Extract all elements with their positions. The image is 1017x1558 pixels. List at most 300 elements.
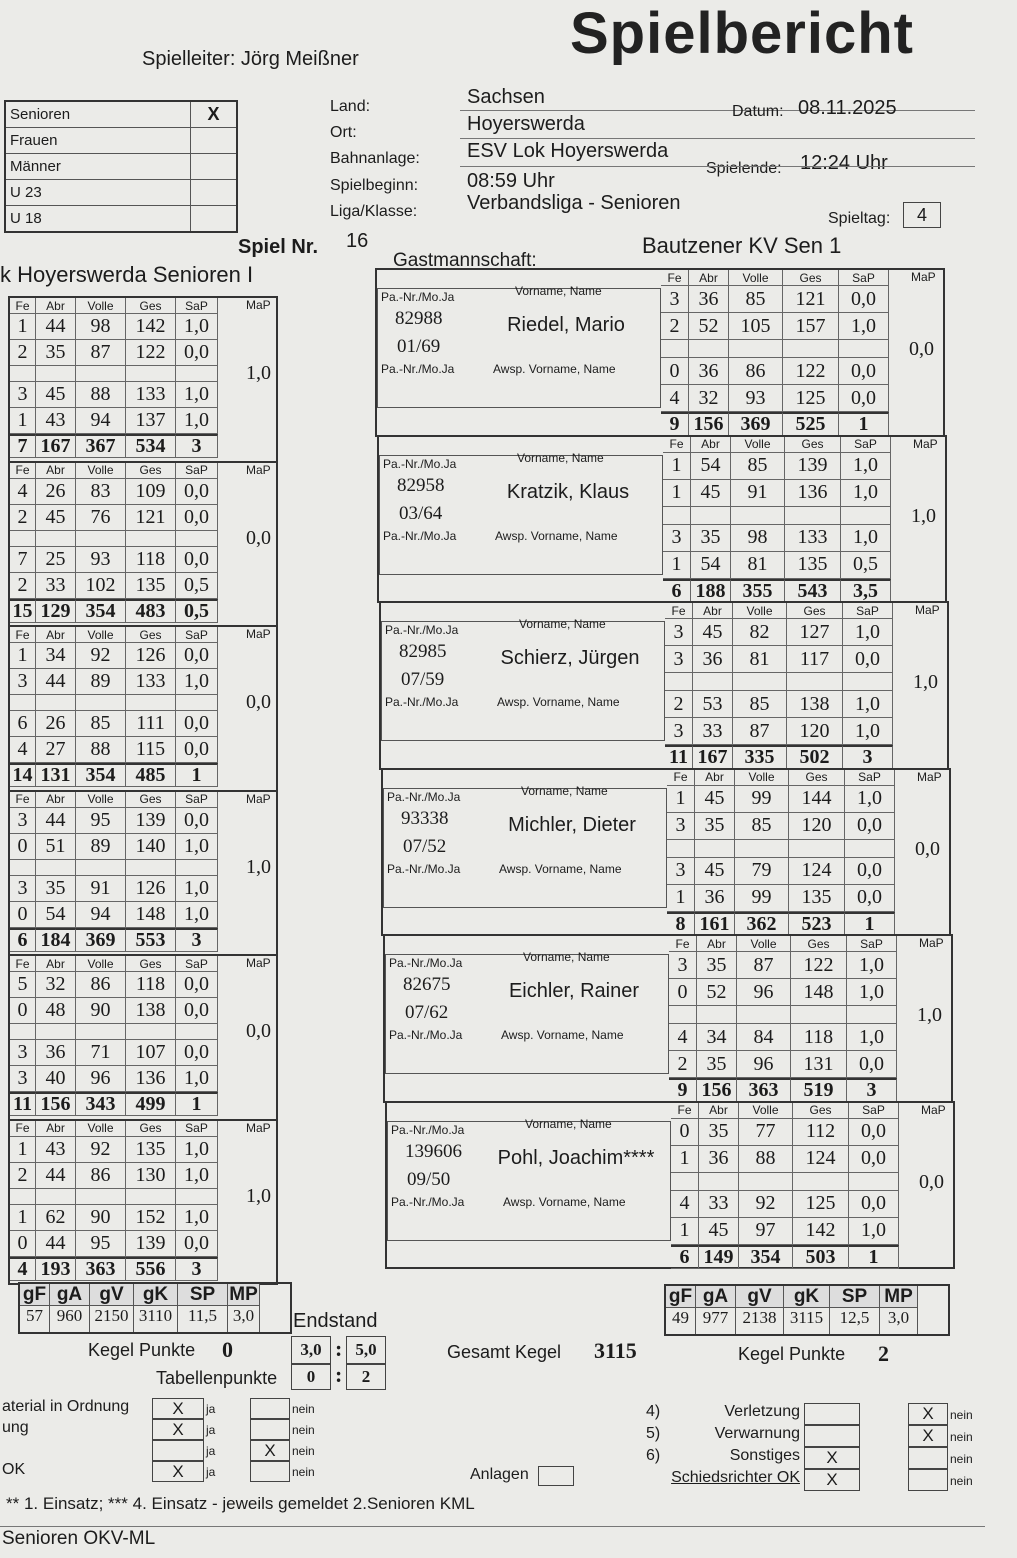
check-nein-box[interactable] <box>908 1469 948 1491</box>
column-header: Abr <box>689 270 729 286</box>
player-name: Michler, Dieter <box>508 813 636 836</box>
score-cell: 94 <box>76 902 126 928</box>
home-score-grid <box>10 627 218 787</box>
sum-cell: 519 <box>791 1078 847 1102</box>
nein-label: nein <box>950 1474 973 1488</box>
column-header: Volle <box>729 270 783 286</box>
guest-score-grid <box>661 270 889 436</box>
score-cell: 1,0 <box>176 834 218 860</box>
score-cell: 135 <box>126 1137 176 1163</box>
score-cell: 84 <box>737 1024 791 1051</box>
score-cell: 3 <box>665 646 693 673</box>
category-mark[interactable]: X <box>207 104 220 124</box>
sum-cell: 0,5 <box>176 599 218 623</box>
check-ja-box[interactable]: X <box>152 1419 204 1440</box>
sum-cell: 167 <box>693 745 733 769</box>
pa-label: Pa.-Nr./Mo.Ja <box>385 623 459 637</box>
category-mark[interactable] <box>191 154 236 179</box>
sum-cell: 3 <box>176 1257 218 1281</box>
score-cell: 139 <box>785 453 841 480</box>
totals-header: gF <box>20 1284 50 1306</box>
totals-header: gK <box>134 1284 178 1306</box>
score-cell: 3 <box>669 952 697 979</box>
score-cell: 48 <box>36 998 76 1024</box>
datum-label: Datum: <box>732 103 784 120</box>
score-cell: 45 <box>36 505 76 531</box>
score-cell: 34 <box>697 1024 737 1051</box>
score-cell: 0,0 <box>176 972 218 998</box>
guest-map-value: 0,0 <box>919 1170 944 1193</box>
bahn-value: ESV Lok Hoyerswerda <box>467 140 669 162</box>
footer-label: Senioren OKV-ML <box>2 1528 156 1549</box>
totals-header: gV <box>736 1286 784 1308</box>
score-cell: 1 <box>671 1218 699 1245</box>
guest-map-value: 0,0 <box>915 837 940 860</box>
score-cell: 1,0 <box>176 314 218 340</box>
score-cell: 45 <box>693 619 733 646</box>
score-cell: 91 <box>76 876 126 902</box>
map-header: MaP <box>917 769 942 784</box>
sum-cell: 534 <box>126 434 176 458</box>
empty-cell <box>126 1189 176 1205</box>
column-header: SaP <box>847 936 897 952</box>
score-cell: 1 <box>663 453 691 480</box>
check-nein-box[interactable]: X <box>908 1403 948 1425</box>
column-header: SaP <box>176 792 218 808</box>
check-nein-box[interactable] <box>250 1461 290 1482</box>
score-cell: 35 <box>36 876 76 902</box>
totals-value: 3,0 <box>228 1306 260 1332</box>
score-cell: 81 <box>731 552 785 579</box>
empty-cell <box>36 1189 76 1205</box>
end-home: 3,0 <box>291 1336 331 1364</box>
score-cell: 54 <box>691 552 731 579</box>
column-header: Abr <box>697 936 737 952</box>
score-cell: 136 <box>126 1066 176 1092</box>
pa-label: Pa.-Nr./Mo.Ja <box>381 290 455 304</box>
check-label: aterial in Ordnung <box>2 1398 130 1415</box>
check-nein-box[interactable]: X <box>908 1425 948 1447</box>
bahn-label: Bahnanlage: <box>330 150 420 167</box>
score-cell: 133 <box>126 669 176 695</box>
column-header: Ges <box>126 463 176 479</box>
totals-value: 57 <box>20 1306 50 1332</box>
score-cell: 93 <box>729 385 783 412</box>
empty-cell <box>126 366 176 382</box>
column-header: Fe <box>10 956 36 972</box>
score-cell: 1,0 <box>176 1137 218 1163</box>
empty-cell <box>76 695 126 711</box>
score-cell: 35 <box>36 340 76 366</box>
column-header: Volle <box>735 770 789 786</box>
guest-score-grid <box>663 437 891 603</box>
empty-cell <box>10 531 36 547</box>
score-cell: 36 <box>689 286 729 313</box>
score-cell: 2 <box>661 313 689 340</box>
anlagen-box[interactable] <box>538 1466 574 1486</box>
score-cell: 92 <box>76 1137 126 1163</box>
birth-month-year: 01/69 <box>397 336 441 357</box>
awsp-label: Awsp. Vorname, Name <box>497 695 620 709</box>
score-cell: 51 <box>36 834 76 860</box>
column-header: Fe <box>661 270 689 286</box>
home-score-grid <box>10 463 218 623</box>
check-nein-box[interactable] <box>250 1419 290 1440</box>
score-cell: 120 <box>787 718 843 745</box>
score-cell: 45 <box>695 858 735 885</box>
tab-home: 0 <box>291 1364 331 1390</box>
score-cell: 1 <box>663 480 691 507</box>
score-cell: 7 <box>10 547 36 573</box>
score-cell: 3 <box>665 718 693 745</box>
sum-cell: 354 <box>76 763 126 787</box>
guest-map-value: 1,0 <box>913 671 938 693</box>
sum-cell: 1 <box>176 763 218 787</box>
totals-value: 12,5 <box>830 1308 880 1334</box>
ja-label: ja <box>206 1465 216 1479</box>
category-mark[interactable] <box>191 180 236 205</box>
empty-cell <box>787 673 843 691</box>
awsp-label: Awsp. Vorname, Name <box>495 528 618 543</box>
pa-number: 93338 <box>401 807 449 829</box>
empty-cell <box>731 507 785 525</box>
category-row <box>6 154 236 180</box>
score-cell: 1 <box>10 314 36 340</box>
name-label: Vorname, Name <box>523 950 610 964</box>
score-cell: 0,0 <box>176 505 218 531</box>
empty-cell <box>126 860 176 876</box>
category-name: U 18 <box>6 206 191 231</box>
sum-cell: 367 <box>76 434 126 458</box>
sum-cell: 335 <box>733 745 787 769</box>
nein-label: nein <box>292 1402 315 1416</box>
column-header: Ges <box>126 627 176 643</box>
score-cell: 126 <box>126 876 176 902</box>
category-mark[interactable] <box>191 206 236 231</box>
column-header: Ges <box>787 603 843 619</box>
totals-header: MP <box>228 1284 260 1306</box>
check-nein-box[interactable]: X <box>250 1440 290 1461</box>
score-cell: 152 <box>126 1205 176 1231</box>
sum-cell: 7 <box>10 434 36 458</box>
map-header: MaP <box>911 270 936 284</box>
score-cell: 1,0 <box>845 786 895 813</box>
score-cell: 44 <box>36 1231 76 1257</box>
sum-cell: 354 <box>739 1245 793 1269</box>
column-header: Volle <box>76 956 126 972</box>
sum-cell: 131 <box>36 763 76 787</box>
sum-cell: 11 <box>665 745 693 769</box>
score-cell: 87 <box>733 718 787 745</box>
check-label: Verwarnung <box>714 1425 800 1442</box>
sum-cell: 523 <box>789 912 845 936</box>
score-cell: 89 <box>76 834 126 860</box>
score-cell: 92 <box>76 643 126 669</box>
column-header: Fe <box>665 603 693 619</box>
empty-cell <box>76 531 126 547</box>
empty-cell <box>843 673 893 691</box>
sum-cell: 3 <box>176 928 218 952</box>
score-cell: 26 <box>36 711 76 737</box>
score-cell: 130 <box>126 1163 176 1189</box>
empty-cell <box>791 1006 847 1024</box>
column-header: Fe <box>10 463 36 479</box>
sum-cell: 6 <box>671 1245 699 1269</box>
score-cell: 1,0 <box>841 480 891 507</box>
score-cell: 0,0 <box>176 1231 218 1257</box>
score-cell: 2 <box>669 1051 697 1078</box>
empty-cell <box>665 673 693 691</box>
liga-label: Liga/Klasse: <box>330 203 418 220</box>
score-cell: 0 <box>10 1231 36 1257</box>
home-map-value: 0,0 <box>246 526 271 549</box>
score-cell: 52 <box>689 313 729 340</box>
score-cell: 36 <box>699 1146 739 1173</box>
datum-value: 08.11.2025 <box>798 97 897 119</box>
score-cell: 98 <box>731 525 785 552</box>
score-cell: 148 <box>126 902 176 928</box>
score-cell: 127 <box>787 619 843 646</box>
sum-cell: 6 <box>10 928 36 952</box>
score-cell: 86 <box>729 358 783 385</box>
home-score-grid <box>10 298 218 458</box>
sum-cell: 499 <box>126 1092 176 1116</box>
ort-value: Hoyerswerda <box>467 113 585 135</box>
gesamt-value: 3115 <box>594 1338 637 1363</box>
category-mark[interactable] <box>191 128 236 153</box>
score-cell: 45 <box>691 480 731 507</box>
empty-cell <box>10 1024 36 1040</box>
check-label: Schiedsrichter OK <box>671 1469 800 1486</box>
score-cell: 0,0 <box>845 813 895 840</box>
column-header: Ges <box>783 270 839 286</box>
score-cell: 40 <box>36 1066 76 1092</box>
empty-cell <box>36 366 76 382</box>
document-title: Spielbericht <box>570 1 914 66</box>
endstand-label: Endstand <box>293 1310 378 1332</box>
score-cell: 25 <box>36 547 76 573</box>
score-cell: 0,0 <box>176 808 218 834</box>
score-cell: 118 <box>791 1024 847 1051</box>
score-cell: 1 <box>667 885 695 912</box>
empty-cell <box>667 840 695 858</box>
column-header: Abr <box>36 1121 76 1137</box>
column-header: Ges <box>126 1121 176 1137</box>
birth-month-year: 07/62 <box>405 1002 449 1023</box>
home-map-value: 1,0 <box>246 362 271 384</box>
sum-cell: 156 <box>697 1078 737 1102</box>
totals-value: 2150 <box>90 1306 134 1332</box>
spieltag-label: Spieltag: <box>828 210 891 227</box>
column-header: Abr <box>693 603 733 619</box>
column-header: SaP <box>176 627 218 643</box>
column-header: SaP <box>841 437 891 453</box>
score-cell: 0,0 <box>843 646 893 673</box>
column-header: Abr <box>691 437 731 453</box>
score-cell: 54 <box>691 453 731 480</box>
nein-label: nein <box>950 1452 973 1466</box>
check-value-box[interactable]: X <box>804 1447 860 1469</box>
tab-guest: 2 <box>346 1364 386 1390</box>
score-cell: 3 <box>667 858 695 885</box>
score-cell: 85 <box>729 286 783 313</box>
map-header: MaP <box>246 1120 271 1135</box>
score-cell: 0,0 <box>839 286 889 313</box>
score-cell: 3 <box>663 525 691 552</box>
empty-cell <box>126 1024 176 1040</box>
sum-cell: 543 <box>785 579 841 603</box>
score-cell: 1,0 <box>176 1163 218 1189</box>
check-label: Sonstiges <box>729 1447 800 1464</box>
score-cell: 6 <box>10 711 36 737</box>
score-cell: 3 <box>667 813 695 840</box>
score-cell: 1,0 <box>176 876 218 902</box>
score-cell: 1 <box>10 643 36 669</box>
sum-cell: 14 <box>10 763 36 787</box>
name-label: Vorname, Name <box>519 617 606 631</box>
guest-kegelpunkte: 2 <box>878 1341 889 1366</box>
score-cell: 90 <box>76 998 126 1024</box>
score-cell: 36 <box>693 646 733 673</box>
sum-cell: 184 <box>36 928 76 952</box>
empty-cell <box>693 673 733 691</box>
score-cell: 45 <box>695 786 735 813</box>
score-cell: 135 <box>785 552 841 579</box>
score-cell: 102 <box>76 573 126 599</box>
empty-cell <box>76 1189 126 1205</box>
score-cell: 1,0 <box>176 902 218 928</box>
score-cell: 95 <box>76 808 126 834</box>
score-cell: 0,0 <box>176 1040 218 1066</box>
home-score-grid <box>10 956 218 1116</box>
sum-cell: 369 <box>729 412 783 436</box>
score-cell: 35 <box>695 813 735 840</box>
score-cell: 2 <box>10 1163 36 1189</box>
score-cell: 126 <box>126 643 176 669</box>
column-header: Fe <box>10 627 36 643</box>
totals-value: 2138 <box>736 1308 784 1334</box>
score-cell: 95 <box>76 1231 126 1257</box>
score-cell: 88 <box>739 1146 793 1173</box>
score-cell: 4 <box>669 1024 697 1051</box>
guest-label: Gastmannschaft: <box>393 250 537 271</box>
empty-cell <box>176 1189 218 1205</box>
nein-label: nein <box>292 1423 315 1437</box>
score-cell: 4 <box>10 737 36 763</box>
totals-value: 3115 <box>784 1308 830 1334</box>
score-cell: 115 <box>126 737 176 763</box>
sum-cell: 156 <box>36 1092 76 1116</box>
score-cell: 3 <box>10 808 36 834</box>
totals-value: 3110 <box>134 1306 178 1332</box>
name-label: Vorname, Name <box>517 450 604 465</box>
tabellen-label: Tabellenpunkte <box>156 1368 278 1388</box>
empty-cell <box>669 1006 697 1024</box>
score-cell: 97 <box>739 1218 793 1245</box>
score-cell: 122 <box>791 952 847 979</box>
column-header: SaP <box>176 463 218 479</box>
nein-label: nein <box>292 1444 315 1458</box>
score-cell: 26 <box>36 479 76 505</box>
score-cell: 121 <box>126 505 176 531</box>
column-header: Volle <box>733 603 787 619</box>
column-header: Volle <box>76 1121 126 1137</box>
score-cell: 92 <box>739 1191 793 1218</box>
column-header: Volle <box>76 298 126 314</box>
check-value-box[interactable] <box>804 1425 860 1447</box>
sum-cell: 3 <box>847 1078 897 1102</box>
score-cell: 94 <box>76 408 126 434</box>
sum-cell: 188 <box>691 579 731 603</box>
nein-label: nein <box>292 1465 315 1479</box>
player-name: Riedel, Mario <box>507 314 625 336</box>
score-cell: 44 <box>36 314 76 340</box>
category-row <box>6 180 236 206</box>
check-value-box[interactable]: X <box>804 1469 860 1491</box>
pa-number: 139606 <box>405 1140 462 1162</box>
totals-value: 960 <box>50 1306 90 1332</box>
map-header: MaP <box>246 462 271 477</box>
column-header: SaP <box>843 603 893 619</box>
map-header: MaP <box>913 436 938 451</box>
column-header: Volle <box>739 1103 793 1119</box>
check-ja-box[interactable]: X <box>152 1398 204 1419</box>
empty-cell <box>36 695 76 711</box>
score-cell: 2 <box>10 505 36 531</box>
empty-cell <box>176 1024 218 1040</box>
score-cell: 88 <box>76 737 126 763</box>
check-label: Verletzung <box>724 1403 800 1420</box>
map-header: MaP <box>246 298 271 312</box>
score-cell: 76 <box>76 505 126 531</box>
score-cell: 44 <box>36 808 76 834</box>
score-cell: 1,0 <box>847 1024 897 1051</box>
check-ja-box[interactable] <box>152 1440 204 1461</box>
empty-cell <box>76 860 126 876</box>
column-header: Fe <box>10 1121 36 1137</box>
awsp-label: Awsp. Vorname, Name <box>493 362 616 376</box>
score-cell: 135 <box>789 885 845 912</box>
player-name: Schierz, Jürgen <box>500 647 640 669</box>
beginn-label: Spielbeginn: <box>330 177 419 194</box>
guest-score-grid <box>665 603 893 769</box>
score-cell: 136 <box>785 480 841 507</box>
ja-label: ja <box>206 1444 216 1458</box>
empty-cell <box>76 1024 126 1040</box>
score-cell: 1,0 <box>843 718 893 745</box>
awsp-label: Awsp. Vorname, Name <box>501 1028 624 1042</box>
check-value-box[interactable] <box>804 1403 860 1425</box>
check-ja-box[interactable]: X <box>152 1461 204 1482</box>
awsp-label: Awsp. Vorname, Name <box>503 1194 626 1209</box>
spielnr-label: Spiel Nr. <box>238 236 319 258</box>
score-cell: 36 <box>689 358 729 385</box>
check-label: OK <box>2 1461 26 1478</box>
empty-cell <box>739 1173 793 1191</box>
check-nein-box[interactable] <box>250 1398 290 1419</box>
check-nein-box[interactable] <box>908 1447 948 1469</box>
score-cell: 81 <box>733 646 787 673</box>
empty-cell <box>661 340 689 358</box>
score-cell: 98 <box>76 314 126 340</box>
guest-map-value: 0,0 <box>909 338 934 360</box>
score-cell: 4 <box>671 1191 699 1218</box>
score-cell: 0,0 <box>847 1051 897 1078</box>
guest-score-grid <box>667 770 895 936</box>
score-cell: 36 <box>36 1040 76 1066</box>
empty-cell <box>785 507 841 525</box>
score-cell: 121 <box>783 286 839 313</box>
